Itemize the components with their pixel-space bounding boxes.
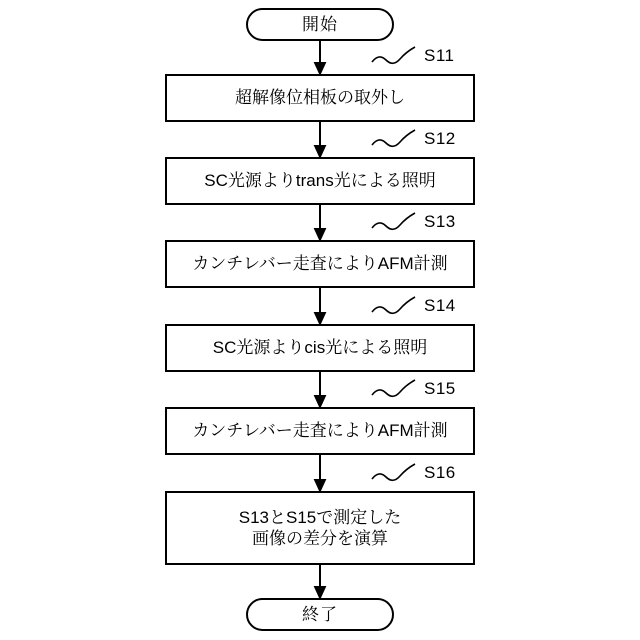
flow-node-s11 [165,74,475,122]
flow-node-end-label: 終了 [302,604,338,624]
flow-node-s14 [165,324,475,372]
flow-node-s16-label: S13とS15で測定した 画像の差分を演算 [238,507,402,548]
flow-node-s12-label: SC光源よりtrans光による照明 [204,171,436,191]
flow-node-s11-label: 超解像位相板の取外し [235,88,405,108]
step-label-s11: S11 [424,46,455,65]
step-label-s15: S15 [424,379,456,398]
flow-node-s15-label: カンチレバー走査によりAFM計測 [192,421,448,441]
flow-node-start-label: 開始 [302,14,338,34]
flow-node-start [246,8,394,41]
flow-node-s15 [165,407,475,455]
flow-node-s13-label: カンチレバー走査によりAFM計測 [192,254,448,274]
flow-node-s14-label: SC光源よりcis光による照明 [212,338,428,358]
step-label-s13: S13 [424,212,456,231]
flow-node-end [246,598,394,631]
flow-node-s12 [165,157,475,205]
flow-node-s13 [165,240,475,288]
step-label-s12: S12 [424,129,456,148]
step-label-s16: S16 [424,463,456,482]
flow-node-s16 [165,491,475,565]
step-label-s14: S14 [424,296,456,315]
